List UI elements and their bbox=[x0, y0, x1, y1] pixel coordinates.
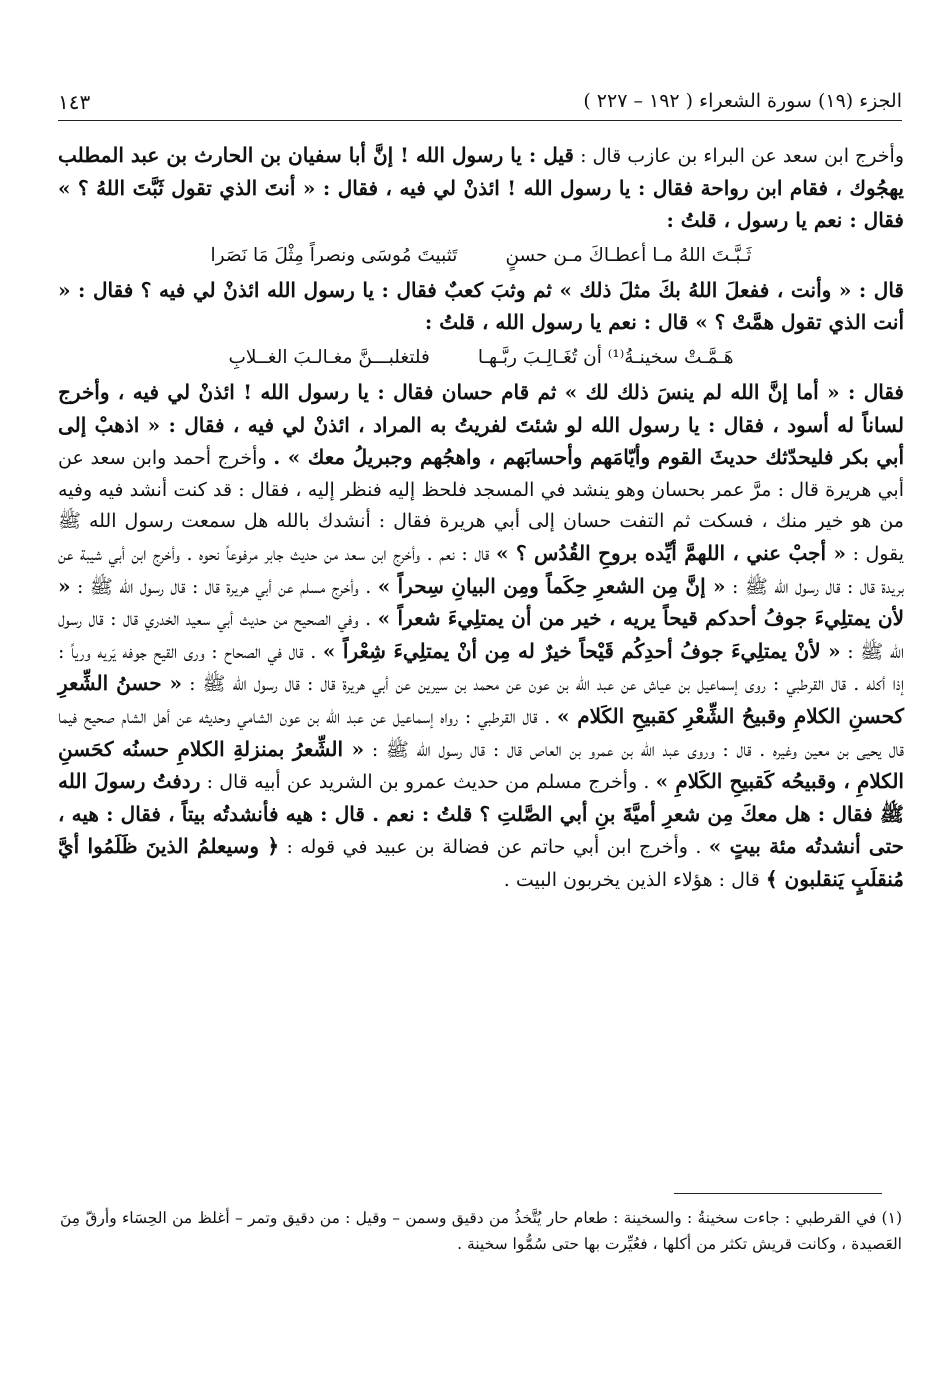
hadith-text: فقال : « أما إنَّ الله لم ينسَ ذلك لك » ثم قام حسان فقال : يا رسول الله ! ائذنْ لي فيه ، وأخرج لساناً له أسود ، فقال : يا رسول الله لو شئتَ لفريتُ به المراد ، ائذنْ لي فيه ، فقال : « اذهبْ إلى أبي بكر فليحدّثك حديثَ القوم وأيّامَهم وأحسابَهم ، واهجُهم وجبريلُ معك » . bbox=[58, 379, 904, 470]
verse-hemistich-right: هَـمَّـتْ سخينـةُ⁽¹⁾ أن تُغَـالِـبَ ربَّـهـا bbox=[477, 346, 734, 368]
page-body bbox=[58, 140, 904, 896]
hadith-text: « أجبْ عني ، اللهمَّ أيِّده بروحِ القُدُس ؟ » bbox=[496, 540, 847, 565]
poetry-verse-1 bbox=[58, 241, 904, 271]
text-run: . وأخرج ابن أبي حاتم عن فضالة بن عبيد في قوله : bbox=[286, 836, 702, 859]
page-number: ١٤٣ bbox=[58, 90, 91, 114]
page-header bbox=[58, 86, 902, 121]
hadith-text: « إنَّ مِن الشعرِ حِكَماً ومِن البيانِ سِحراً » bbox=[377, 573, 726, 598]
verse-hemistich-right: ثَـبَّـتَ اللهُ مـا أعطـاكَ مـن حسنٍ bbox=[505, 244, 752, 266]
hadith-text: قال : « وأنت ، ففعلَ اللهُ بكَ مثلَ ذلك » ثم وثبَ كعبٌ فقال : يا رسول الله ائذنْ لي فيه ؟ فقال : « أنت الذي تقول همَّتْ ؟ » قال : نعم يا رسول الله ، قلتُ : bbox=[58, 277, 904, 335]
text-run: وأخرج أحمد وابن سعد عن أبي هريرة قال : مرَّ عمر بحسان وهو ينشد في المسجد فلحظ إليه فنظر إليه ، فقال : قد كنت أنشد فيه وفيه من هو خير منك ، فسكت ثم التفت حسان إلى أبي هريرة فقال : أنشدك بالله هل سمعت رسول الله ﷺ يقول : bbox=[58, 447, 905, 565]
verse-hemistich-left: فلتغلبـــنَّ مغـالـبَ الغــلابِ bbox=[228, 346, 430, 368]
text-run: قال : هؤلاء الذين يخربون البيت . bbox=[503, 868, 760, 891]
footnote-separator bbox=[674, 1193, 882, 1194]
text-run: . قال القرطبي : رواه إسماعيل عن عبد الله بن عون الشامي وحديثه عن أهل الشام صحيح فيما قال يحيى بن معين وغيره . قال : وروى عبد الله بن عمرو بن العاص قال : قال رسول الله ﷺ : bbox=[58, 705, 904, 761]
paragraph-3 bbox=[58, 377, 904, 897]
footnote: (١) في القرطبي : جاءت سخينةُ : والسخينة : طعام حار يُتَّخذُ من دقيق وسمن – وقيل : من دقيق وتمر – أغلظ من الحِسَاء وأرقّ مِنَ العَصيدة ، وكانت قريش تكثر من أكلها ، فعُيِّرت بها حتى سُمُّوا سخينة . bbox=[60, 1209, 902, 1253]
verse-hemistich-left: تَثبيتَ مُوسَى ونصراً مِثْلَ مَا نَصَرا bbox=[210, 244, 458, 266]
text-run: . وأخرج مسلم عن أبي هريرة قال : قال رسول الله ﷺ : bbox=[76, 575, 372, 598]
paragraph-1 bbox=[58, 140, 904, 238]
running-title: الجزء (١٩) سورة الشعراء ( ١٩٢ – ٢٢٧ ) bbox=[583, 90, 902, 112]
text-run: . قال في الصحاح : ورى القيح جوفه يَريه ورياً : إذا أكله . قال القرطبي : روى إسماعيل بن عياش عن عبد الله بن عون عن محمد بن سيرين عن أبي هريرة قال : قال رسول الله ﷺ : bbox=[58, 640, 904, 696]
hadith-text: ردفتُ رسولَ الله ﷺ فقال : هل معكَ مِن شعرِ أميَّةَ بنِ أبي الصَّلتِ ؟ قلتُ : نعم . قال : هيه فأنشدتُه بيتاً ، فقال : هيه ، حتى أنشدتُه مئة بيتٍ » bbox=[58, 769, 904, 859]
hadith-text: « حسنُ الشِّعرِ كحسنِ الكلامِ وقبيحُ الشِّعْرِ كقبيحِ الكَلام » bbox=[58, 671, 904, 728]
hadith-text: « الشِّعرُ بمنزلةِ الكلامِ حسنُه كحَسنِ الكلامِ ، وقبيحُه كَقبيحِ الكَلامِ » bbox=[58, 736, 904, 794]
hadith-text: قيل : يا رسول الله ! إنَّ أبا سفيان بن الحارث بن عبد المطلب يهجُوك ، فقام ابن رواحة فقال : يا رسول الله ! ائذنْ لي فيه ، فقال : « أنتَ الذي تقول ثَبَّتَ اللهُ ؟ » فقال : نعم يا رسول ، قلتُ : bbox=[58, 143, 904, 233]
text-run: قال : نعم . وأخرج ابن سعد من حديث جابر مرفوعاً نحوه . وأخرج ابن أبي شيبة عن بريدة قال : قال رسول الله ﷺ : bbox=[58, 542, 905, 598]
paragraph-2 bbox=[58, 275, 904, 340]
hadith-text: « لأن يمتلِيءَ جوفُ أحدكم قيحاً يريه ، خير من أن يمتلِيءَ شعراً » bbox=[58, 573, 904, 631]
poetry-verse-2 bbox=[58, 343, 904, 373]
hadith-text: « لأنْ يمتلِيءَ جوفُ أحدِكُم قَيْحاً خيرٌ له مِن أنْ يمتلِيءَ شِعْراً » bbox=[322, 638, 841, 663]
text-run: . وأخرج مسلم من حديث عمرو بن الشريد عن أبيه قال : bbox=[206, 771, 650, 794]
quran-verse: ﴿ وسيعلمُ الذينَ ظَلَمُوا أيَّ مُنقلَبٍ يَنقلبون ﴾ bbox=[58, 834, 904, 891]
text-run: . وفي الصحيح من حديث أبي سعيد الخدري قال : قال رسول الله ﷺ : bbox=[58, 608, 904, 663]
text-run: وأخرج ابن سعد عن البراء بن عازب قال : bbox=[580, 145, 905, 167]
